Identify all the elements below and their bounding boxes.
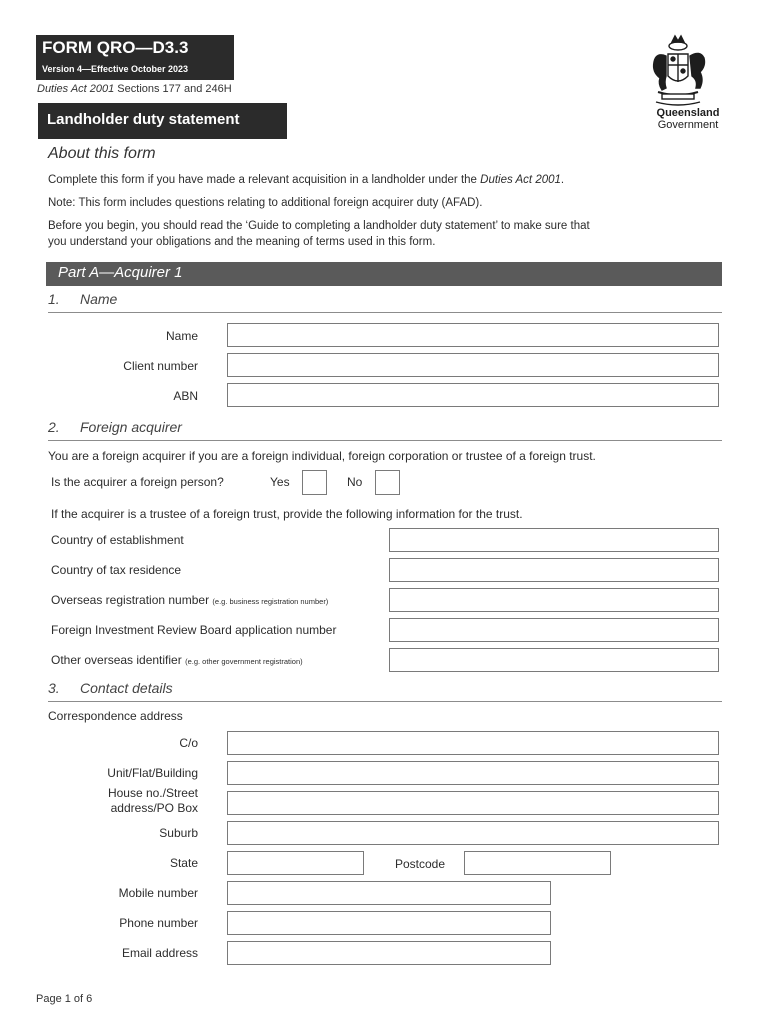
- government-name: [651, 107, 725, 131]
- other-identifier-input[interactable]: [389, 648, 719, 672]
- street-address-line1: House no./Street: [107, 786, 198, 800]
- section-1-number: 1.: [48, 291, 60, 307]
- section-2-number: 2.: [48, 419, 60, 435]
- email-label: Email address: [121, 946, 198, 960]
- postcode-input[interactable]: [464, 851, 611, 875]
- page-number: Page 1 of 6: [36, 993, 93, 1005]
- client-number-input[interactable]: [227, 353, 719, 377]
- foreign-acquirer-intro: You are a foreign acquirer if you are a foreign individual, foreign corporation or trustee of a foreign trust.: [48, 449, 596, 463]
- foreign-person-question: Is the acquirer a foreign person?: [51, 475, 224, 489]
- other-identifier-hint: (e.g. other government registration): [185, 657, 303, 666]
- suburb-input[interactable]: [227, 821, 719, 845]
- unit-input[interactable]: [227, 761, 719, 785]
- suburb-label: Suburb: [159, 826, 198, 840]
- correspondence-address-label: Correspondence address: [48, 709, 183, 723]
- co-label: C/o: [179, 736, 198, 750]
- country-tax-label: Country of tax residence: [51, 563, 182, 577]
- form-code-box: [36, 35, 234, 80]
- mobile-input[interactable]: [227, 881, 551, 905]
- form-code: FORM QRO—D3.3: [42, 38, 189, 57]
- foreign-person-no-checkbox[interactable]: [375, 470, 400, 495]
- co-input[interactable]: [227, 731, 719, 755]
- firb-input[interactable]: [389, 618, 719, 642]
- country-tax-input[interactable]: [389, 558, 719, 582]
- section-1-title: [48, 291, 722, 313]
- about-p3-line1: Before you begin, you should read the ‘Guide to completing a landholder duty statement’ to make sure that: [48, 220, 590, 232]
- section-3-label: Contact details: [80, 680, 173, 696]
- overseas-registration-text: Overseas registration number: [51, 593, 210, 607]
- section-2-title: [48, 419, 722, 441]
- section-1-label: Name: [80, 291, 118, 307]
- state-input[interactable]: [227, 851, 364, 875]
- act-reference: [37, 83, 232, 95]
- form-version: Version 4—Effective October 2023: [42, 64, 189, 74]
- abn-input[interactable]: [227, 383, 719, 407]
- street-address-line2: address/PO Box: [110, 801, 198, 815]
- abn-label: ABN: [173, 389, 198, 403]
- government-name-line1: Queensland: [656, 107, 720, 119]
- postcode-label: Postcode: [395, 857, 446, 871]
- section-3-number: 3.: [48, 680, 60, 696]
- no-label: No: [347, 475, 363, 489]
- about-p1-act: Duties Act 2001: [480, 174, 561, 186]
- client-number-label: Client number: [123, 359, 198, 373]
- act-name: Duties Act 2001: [37, 83, 115, 95]
- phone-input[interactable]: [227, 911, 551, 935]
- foreign-person-yes-checkbox[interactable]: [302, 470, 327, 495]
- overseas-registration-input[interactable]: [389, 588, 719, 612]
- about-title: About this form: [48, 145, 156, 162]
- street-address-label: [48, 786, 198, 816]
- about-paragraph-3: [48, 218, 718, 250]
- about-paragraph-1: [48, 172, 718, 188]
- about-paragraph-2: Note: This form includes questions relating to additional foreign acquirer duty (AFAD).: [48, 197, 483, 209]
- coat-of-arms-icon: [648, 32, 708, 108]
- about-p1-start: Complete this form if you have made a relevant acquisition in a landholder under the: [48, 174, 481, 186]
- overseas-registration-hint: (e.g. business registration number): [212, 597, 329, 606]
- name-label: Name: [165, 329, 198, 343]
- street-address-input[interactable]: [227, 791, 719, 815]
- section-2-label: Foreign acquirer: [80, 419, 182, 435]
- other-identifier-text: Other overseas identifier: [51, 653, 182, 667]
- mobile-label: Mobile number: [118, 886, 198, 900]
- country-establishment-label: Country of establishment: [51, 533, 184, 547]
- name-input[interactable]: [227, 323, 719, 347]
- email-input[interactable]: [227, 941, 551, 965]
- country-establishment-input[interactable]: [389, 528, 719, 552]
- act-sections: Sections 177 and 246H: [114, 83, 232, 95]
- trust-intro: If the acquirer is a trustee of a foreign trust, provide the following information for the trust.: [51, 507, 523, 521]
- unit-label: Unit/Flat/Building: [107, 766, 198, 780]
- phone-label: Phone number: [119, 916, 198, 930]
- about-p3-line2: you understand your obligations and the meaning of terms used in this form.: [48, 236, 436, 248]
- about-p1-end: .: [560, 174, 565, 186]
- state-label: State: [169, 856, 198, 870]
- other-identifier-label: [51, 653, 303, 667]
- government-name-line2: Government: [657, 119, 719, 131]
- firb-label: Foreign Investment Review Board application number: [51, 623, 337, 637]
- yes-label: Yes: [270, 475, 290, 489]
- section-3-title: [48, 680, 722, 702]
- statement-title: Landholder duty statement: [38, 103, 287, 139]
- part-a-header: Part A—Acquirer 1: [46, 262, 722, 286]
- overseas-registration-label: [51, 593, 328, 607]
